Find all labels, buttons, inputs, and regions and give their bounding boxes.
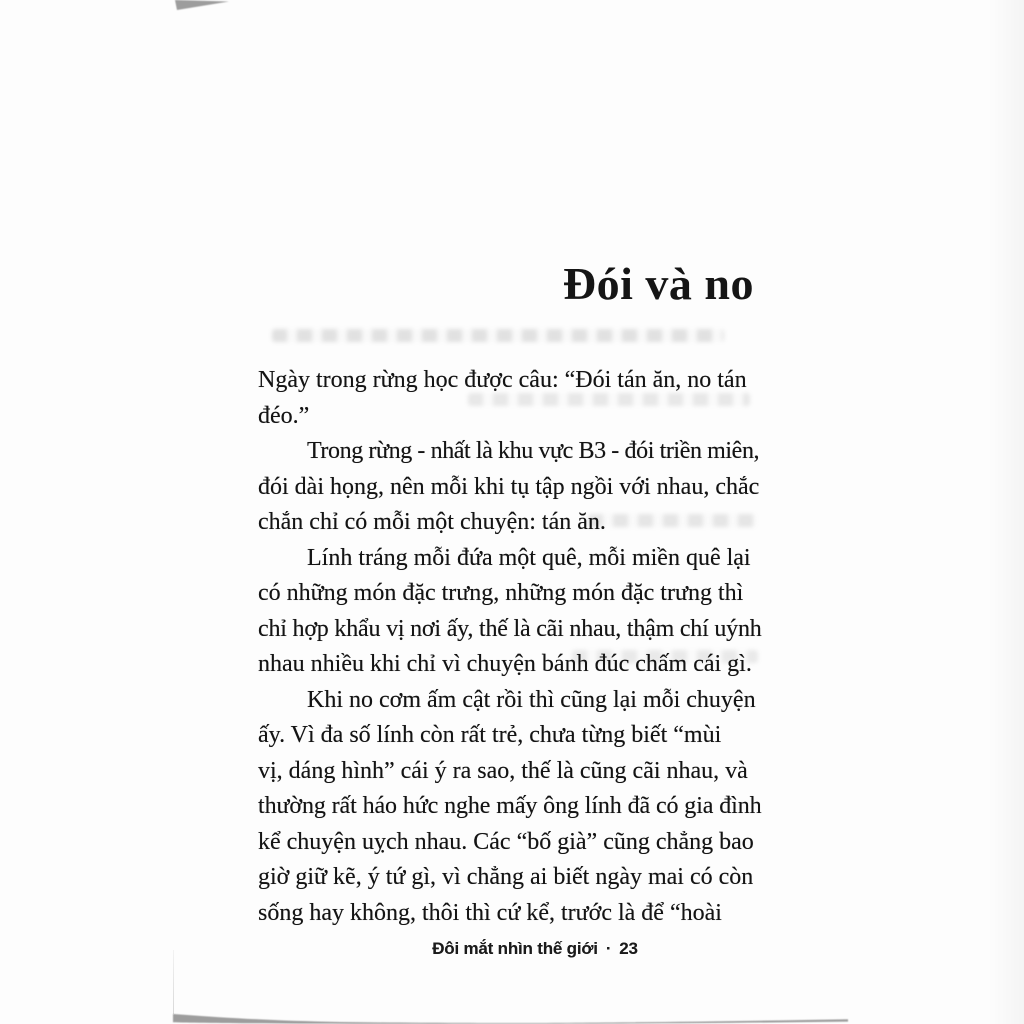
running-title: Đôi mắt nhìn thế giới (432, 939, 598, 958)
text-line: thường rất háo hức nghe mấy ông lính đã có gia đình (258, 793, 762, 819)
paragraph (258, 683, 762, 932)
text-line: Khi no cơm ấm cật rồi thì cũng lại mỗi chuyện (307, 686, 756, 713)
page-footer (283, 939, 787, 959)
text-line: có những món đặc trưng, những món đặc trưng thì (258, 580, 744, 606)
text-line: Ngày trong rừng học được câu: “Đói tán ăn, no tán (258, 367, 747, 393)
text-line: đéo.” (258, 402, 310, 429)
paragraph (258, 363, 762, 434)
text-line: giờ giữ kẽ, ý tứ gì, vì chẳng ai biết ngày mai có còn (258, 864, 754, 890)
body-text (258, 363, 762, 931)
page-curl-top (168, 0, 232, 14)
text-line: nhau nhiều khi chỉ vì chuyện bánh đúc chấm cái gì. (258, 651, 752, 677)
showthrough-smudge (272, 329, 724, 342)
paragraph (258, 541, 762, 683)
footer-separator: · (605, 939, 612, 958)
text-line: kể chuyện uỵch nhau. Các “bố già” cũng chẳng bao (258, 828, 754, 855)
text-line: vị, dáng hình” cái ý ra sao, thế là cũng cãi nhau, và (258, 757, 748, 784)
page-bottom-edge (0, 1008, 1024, 1024)
photo-vignette (988, 0, 1024, 1024)
text-line: đói dài họng, nên mỗi khi tụ tập ngồi với nhau, chắc (258, 473, 760, 500)
text-line: sống hay không, thôi thì cứ kể, trước là để “hoài (258, 899, 722, 926)
text-line: Trong rừng - nhất là khu vực B3 - đói triền miên, (307, 438, 760, 464)
text-line: ấy. Vì đa số lính còn rất trẻ, chưa từng biết “mùi (258, 722, 722, 748)
page-number: 23 (619, 939, 638, 958)
page-left-edge (173, 950, 174, 1014)
chapter-title: Đói và no (562, 258, 754, 309)
text-line: chắn chỉ có mỗi một chuyện: tán ăn. (258, 509, 606, 535)
paragraph (258, 434, 762, 541)
text-line: chỉ hợp khẩu vị nơi ấy, thế là cãi nhau, thậm chí uýnh (258, 615, 762, 642)
text-line: Lính tráng mỗi đứa một quê, mỗi miền quê lại (307, 544, 751, 571)
